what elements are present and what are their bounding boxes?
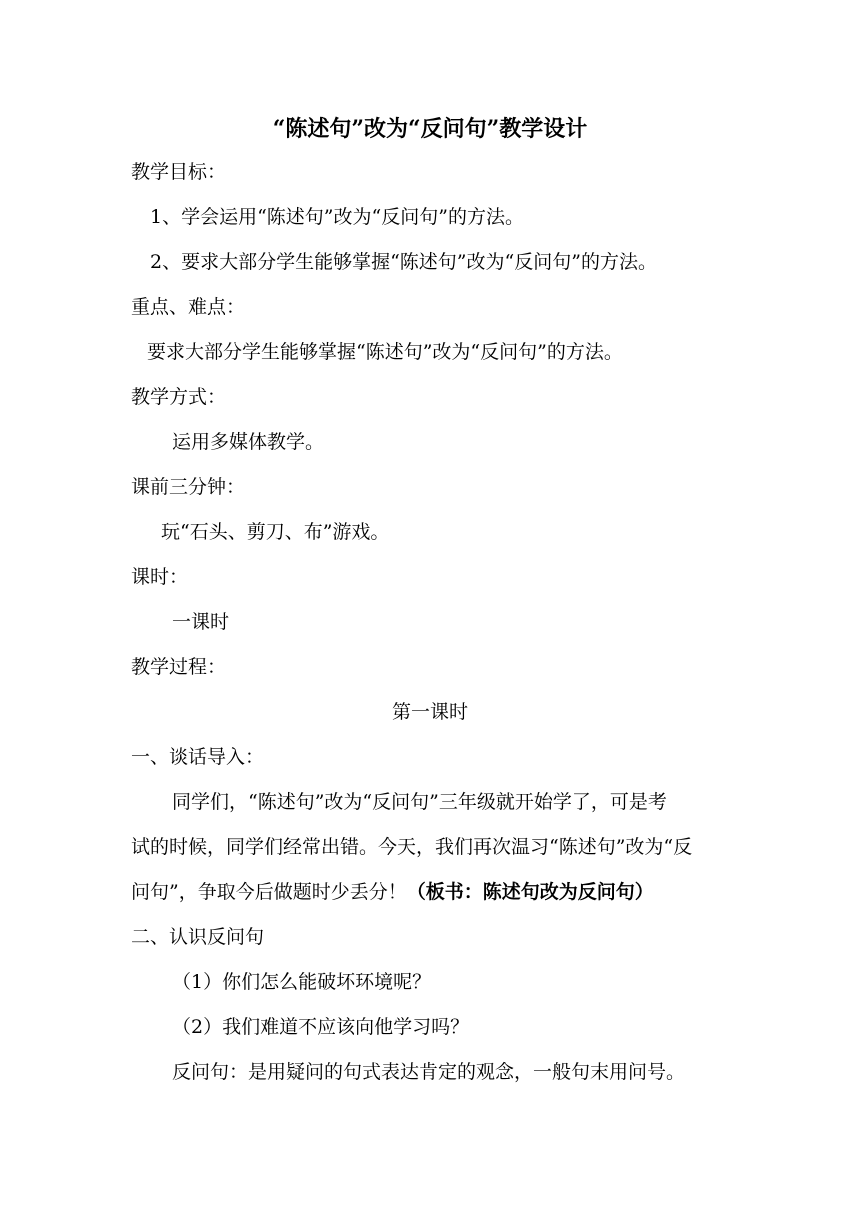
definition-text: 反问句：是用疑问的句式表达肯定的观念，一般句末用问号。 bbox=[172, 1061, 686, 1083]
document-title: “陈述句”改为“反问句”教学设计 bbox=[272, 116, 588, 142]
process-heading: 教学过程： bbox=[131, 656, 227, 678]
section-1-paragraph-line-2: 试的时候，同学们经常出错。今天，我们再次温习“陈述句”改为“反 bbox=[131, 836, 693, 858]
lesson-label: 第一课时 bbox=[391, 701, 468, 723]
period-text: 一课时 bbox=[172, 611, 230, 633]
period-heading: 课时： bbox=[131, 566, 189, 588]
objectives-heading: 教学目标： bbox=[131, 161, 227, 183]
section-2-heading: 二、认识反问句 bbox=[131, 926, 265, 948]
method-text: 运用多媒体教学。 bbox=[172, 431, 325, 453]
example-2: （2）我们难道不应该向他学习吗？ bbox=[172, 1016, 470, 1038]
objective-1: 1、学会运用“陈述句”改为“反问句”的方法。 bbox=[150, 206, 524, 228]
section-1-paragraph-line-1: 同学们，“陈述句”改为“反问句”三年级就开始学了，可是考 bbox=[172, 791, 667, 813]
warmup-heading: 课前三分钟： bbox=[131, 476, 246, 498]
objective-2: 2、要求大部分学生能够掌握“陈述句”改为“反问句”的方法。 bbox=[150, 251, 657, 273]
keypoints-heading: 重点、难点： bbox=[131, 296, 246, 318]
section-1-line-3-text: 问句”，争取今后做题时少丢分！ bbox=[131, 881, 407, 903]
section-1-paragraph-line-3 bbox=[131, 880, 654, 904]
section-1-heading: 一、谈话导入： bbox=[131, 746, 265, 768]
blackboard-note: （板书：陈述句改为反问句） bbox=[406, 881, 654, 903]
method-heading: 教学方式： bbox=[131, 386, 227, 408]
warmup-text: 玩“石头、剪刀、布”游戏。 bbox=[161, 521, 390, 543]
keypoints-text: 要求大部分学生能够掌握“陈述句”改为“反问句”的方法。 bbox=[147, 341, 623, 363]
example-1: （1）你们怎么能破坏环境呢？ bbox=[172, 971, 432, 993]
